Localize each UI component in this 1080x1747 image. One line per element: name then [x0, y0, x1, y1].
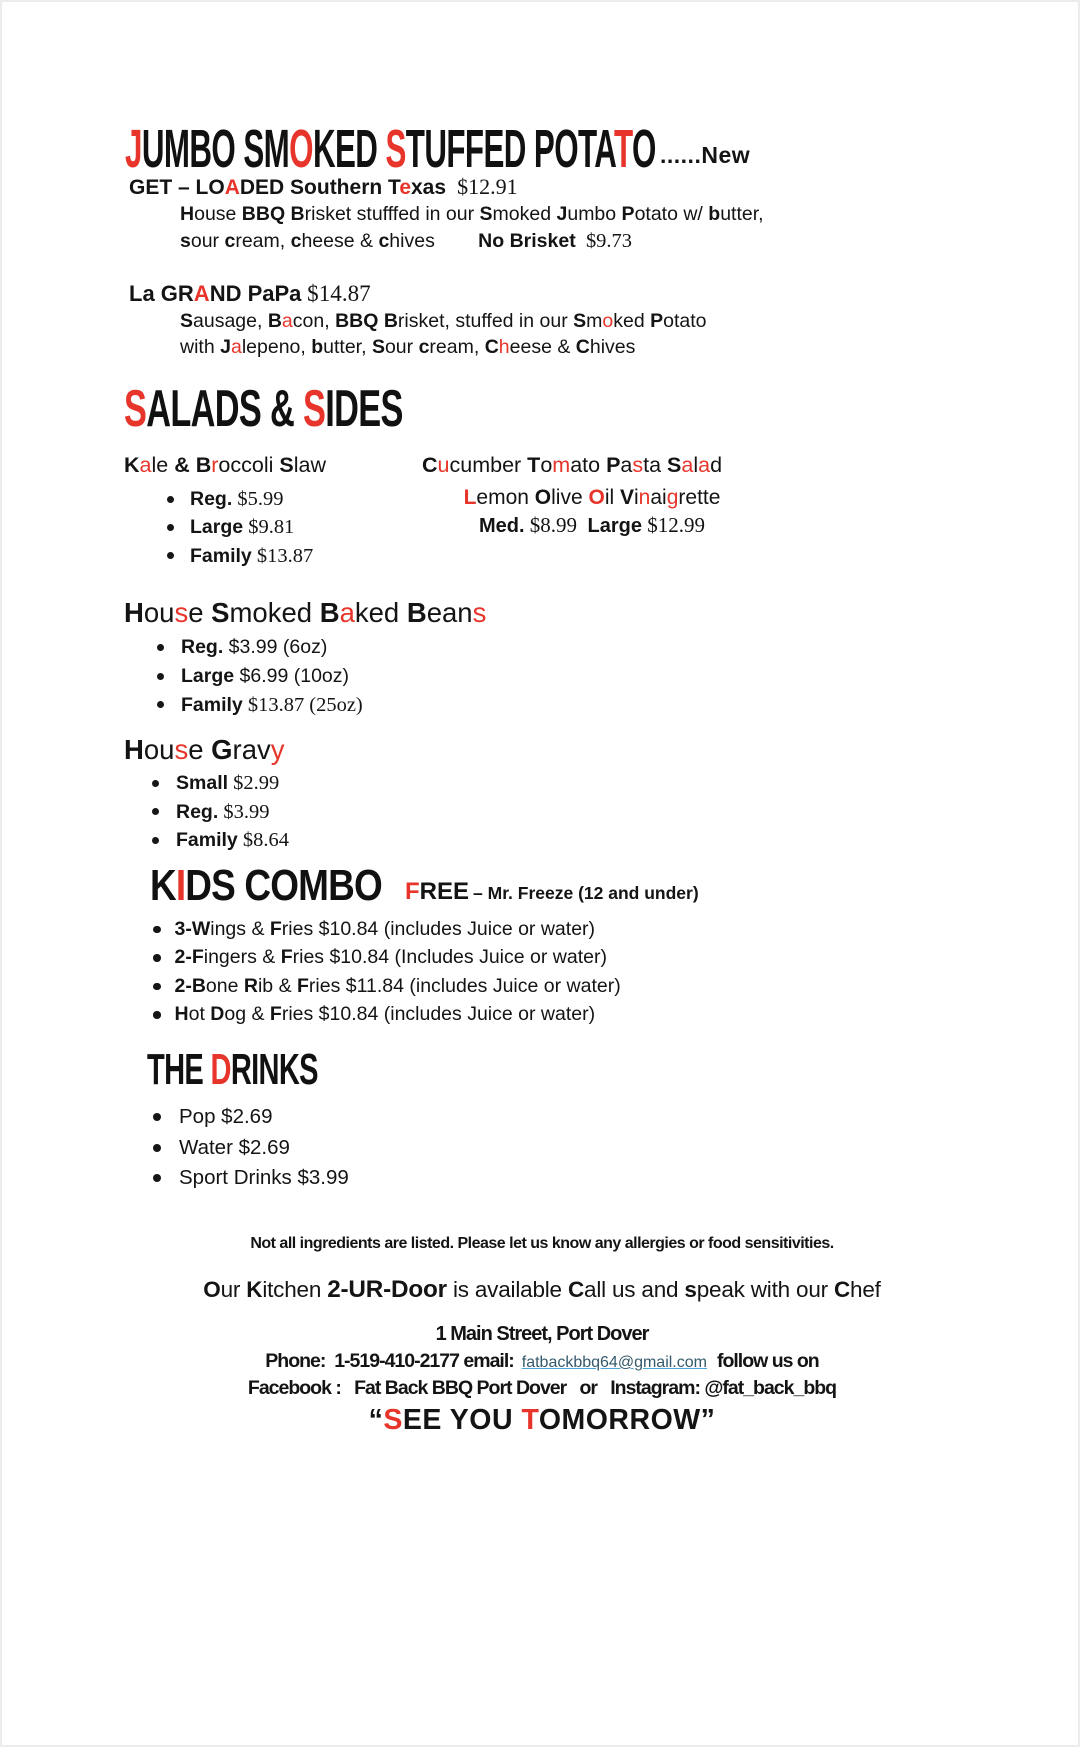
bullet-icon — [153, 1011, 161, 1019]
price-option-row — [157, 691, 363, 720]
price-option-row — [167, 542, 313, 570]
kids-combo-free-offer — [405, 878, 699, 907]
kids-combo-row — [153, 944, 621, 973]
price-option-row — [152, 769, 289, 798]
price-option-row — [152, 798, 289, 827]
menu-item-baked-beans-name: House Smoked Baked Beans — [124, 597, 487, 628]
free-note: – Mr. Freeze (12 and under) — [473, 883, 699, 903]
price-option-row — [157, 633, 363, 662]
bullet-icon — [153, 926, 161, 934]
bullet-icon — [167, 496, 174, 503]
bullet-icon — [153, 1174, 161, 1182]
drink-row — [153, 1163, 349, 1194]
contact-line — [2, 1350, 1080, 1373]
kids-combo-row — [153, 972, 621, 1001]
jumbo-potato-heading-text: JUMBO SMOKED STUFFED POTATO — [125, 119, 656, 179]
kids-combo-item-list — [153, 915, 621, 1029]
section-heading-kids-combo — [150, 861, 426, 910]
menu-item-kale-broccoli-slaw: Kale & Broccoli Slaw — [124, 453, 326, 477]
bullet-icon — [167, 524, 174, 531]
bullet-icon — [152, 808, 159, 815]
new-badge: ......New — [660, 142, 751, 168]
drink-item-text: Water $2.69 — [179, 1135, 290, 1159]
gravy-price-list — [152, 769, 289, 855]
bullet-icon — [152, 837, 159, 844]
address-line-wrap — [2, 1323, 1080, 1346]
get-loaded-description-line1: House BBQ Brisket stufffed in our Smoked Jumbo Potato w/ butter, — [180, 203, 764, 225]
drink-item-text: Pop $2.69 — [179, 1105, 273, 1128]
menu-item-pasta-salad-block — [422, 453, 762, 538]
price-option-row — [167, 513, 313, 541]
price-option-text: Large $9.81 — [190, 516, 295, 539]
get-loaded-description-line2: sour cream, cheese & chives No Brisket $9.73 — [180, 230, 632, 252]
price-option-text: Family $13.87 (25oz) — [181, 693, 363, 716]
email-link[interactable]: fatbackbbq64@gmail.com — [521, 1354, 707, 1371]
section-heading-salads-sides — [124, 380, 546, 438]
menu-item-get-loaded-name: GET – LOADED Southern Texas $12.91 — [129, 174, 518, 199]
bullet-icon — [157, 673, 164, 680]
drink-row — [153, 1102, 349, 1133]
price-option-text: Family $8.64 — [176, 829, 289, 852]
kids-combo-item-text: 3-Wings & Fries $10.84 (includes Juice or water) — [174, 917, 596, 940]
kids-combo-row — [153, 915, 621, 944]
price-option-text: Small $2.99 — [176, 772, 280, 795]
bullet-icon — [153, 1113, 161, 1121]
bullet-icon — [153, 954, 161, 962]
price-option-text: Reg. $3.99 — [176, 800, 270, 823]
price-option-text: Reg. $5.99 — [190, 487, 284, 510]
bullet-icon — [153, 1144, 161, 1152]
kids-combo-item-text: 2-Fingers & Fries $10.84 (Includes Juice or water) — [174, 946, 607, 969]
bullet-icon — [152, 780, 159, 787]
menu-item-pasta-salad-name: Cucumber Tomato Pasta Salad — [422, 453, 723, 477]
phone-email-label: Phone: 1-519-410-2177 email: — [265, 1350, 514, 1372]
beans-price-list — [157, 633, 363, 719]
drinks-item-list — [153, 1102, 349, 1194]
free-label: FREE — [405, 878, 470, 905]
price-option-text: Reg. $3.99 (6oz) — [181, 635, 328, 658]
bullet-icon — [157, 644, 164, 651]
follow-us-label: follow us on — [716, 1350, 819, 1372]
kids-combo-row — [153, 1001, 621, 1030]
price-option-text: Family $13.87 — [190, 544, 314, 567]
kitchen-2ur-door-line: Our Kitchen 2-UR-Door is available Call us and speak with our Chef — [203, 1276, 881, 1303]
drink-row — [153, 1133, 349, 1164]
kids-combo-item-text: 2-Bone Rib & Fries $11.84 (includes Juice or water) — [174, 974, 621, 997]
the-drinks-heading-text: THE DRINKS — [147, 1045, 318, 1094]
social-line-wrap — [2, 1377, 1080, 1400]
menu-item-grand-papa-name: La GRAND PaPa $14.87 — [129, 280, 371, 306]
price-option-row — [157, 662, 363, 691]
bullet-icon — [153, 983, 161, 991]
section-heading-the-drinks — [147, 1045, 406, 1094]
bullet-icon — [167, 552, 174, 559]
kids-combo-item-text: Hot Dog & Fries $10.84 (includes Juice or water) — [174, 1003, 596, 1026]
slaw-price-list — [167, 485, 313, 570]
salads-sides-heading-text: SALADS & SIDES — [124, 380, 403, 438]
bullet-icon — [157, 701, 164, 708]
price-option-text: Large $6.99 (10oz) — [181, 664, 350, 687]
price-option-row — [167, 485, 313, 513]
address-line: 1 Main Street, Port Dover — [435, 1323, 649, 1345]
social-line: Facebook : Fat Back BBQ Port Dover or Instagram: @fat_back_bbq — [247, 1377, 837, 1399]
price-option-row — [152, 826, 289, 855]
closing-tagline: “SEE YOU TOMORROW” — [368, 1404, 716, 1436]
allergy-note: Not all ingredients are listed. Please let us know any allergies or food sensitivities. — [250, 1235, 834, 1252]
grand-papa-description-line2: with Jalepeno, butter, Sour cream, Cheese & Chives — [180, 336, 636, 358]
kids-combo-heading-text: KIDS COMBO — [150, 861, 382, 910]
section-heading-jumbo-potato — [125, 119, 1040, 179]
menu-item-house-gravy-name: House Gravy — [124, 734, 285, 765]
drink-item-text: Sport Drinks $3.99 — [179, 1166, 349, 1190]
grand-papa-description-line1: Sausage, Bacon, BBQ Brisket, stuffed in our Smoked Potato — [180, 310, 707, 332]
pasta-salad-dressing: Lemon Olive Oil Vinaigrette — [463, 485, 721, 509]
pasta-salad-sizes: Med. $8.99 Large $12.99 — [478, 512, 706, 537]
